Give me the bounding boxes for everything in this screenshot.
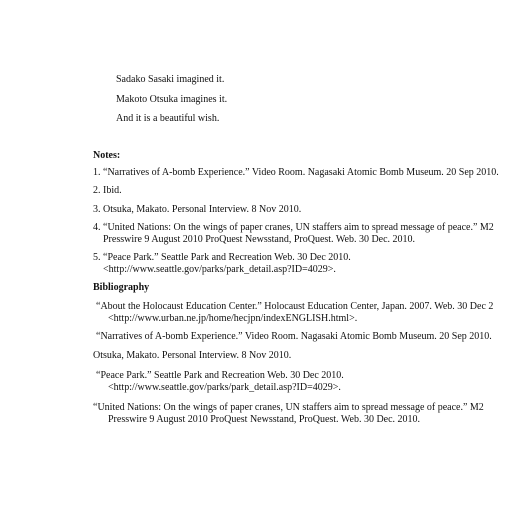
note-item-continuation: <http://www.seattle.gov/parks/park_detail.asp?ID=4029>. [103, 264, 336, 275]
note-item: 1. “Narratives of A-bomb Experience.” Video Room. Nagasaki Atomic Bomb Museum. 20 Sep 2010. [93, 167, 499, 178]
note-item-continuation: Presswire 9 August 2010 ProQuest Newsstand, ProQuest. Web. 30 Dec. 2010. [103, 234, 416, 245]
bibliography-entry: “Narratives of A-bomb Experience.” Video Room. Nagasaki Atomic Bomb Museum. 20 Sep 2010. [96, 331, 492, 342]
bibliography-entry: Otsuka, Makato. Personal Interview. 8 Nov 2010. [93, 350, 292, 361]
bibliography-entry: “United Nations: On the wings of paper cranes, UN staffers aim to spread message of peace.” M2 [93, 402, 484, 413]
note-item: 4. “United Nations: On the wings of paper cranes, UN staffers aim to spread message of peace.” M2 [93, 222, 494, 233]
note-item: 5. “Peace Park.” Seattle Park and Recreation Web. 30 Dec 2010. [93, 252, 351, 263]
note-item: 2. Ibid. [93, 185, 122, 196]
bibliography-heading: Bibliography [93, 282, 150, 293]
bibliography-entry-continuation: Presswire 9 August 2010 ProQuest Newsstand, ProQuest. Web. 30 Dec. 2010. [108, 414, 421, 425]
bibliography-entry-continuation: <http://www.urban.ne.jp/home/hecjpn/indexENGLISH.html>. [108, 313, 358, 324]
notes-heading: Notes: [93, 150, 121, 161]
bibliography-entry: “Peace Park.” Seattle Park and Recreation Web. 30 Dec 2010. [96, 370, 344, 381]
bibliography-entry: “About the Holocaust Education Center.” Holocaust Education Center, Japan. 2007. Web. 30 Dec 2 [96, 301, 494, 312]
bibliography-entry-continuation: <http://www.seattle.gov/parks/park_detail.asp?ID=4029>. [108, 382, 341, 393]
poem-line: And it is a beautiful wish. [116, 113, 220, 124]
poem-line: Makoto Otsuka imagines it. [116, 94, 228, 105]
note-item: 3. Otsuka, Makato. Personal Interview. 8 Nov 2010. [93, 204, 302, 215]
poem-line: Sadako Sasaki imagined it. [116, 74, 225, 85]
